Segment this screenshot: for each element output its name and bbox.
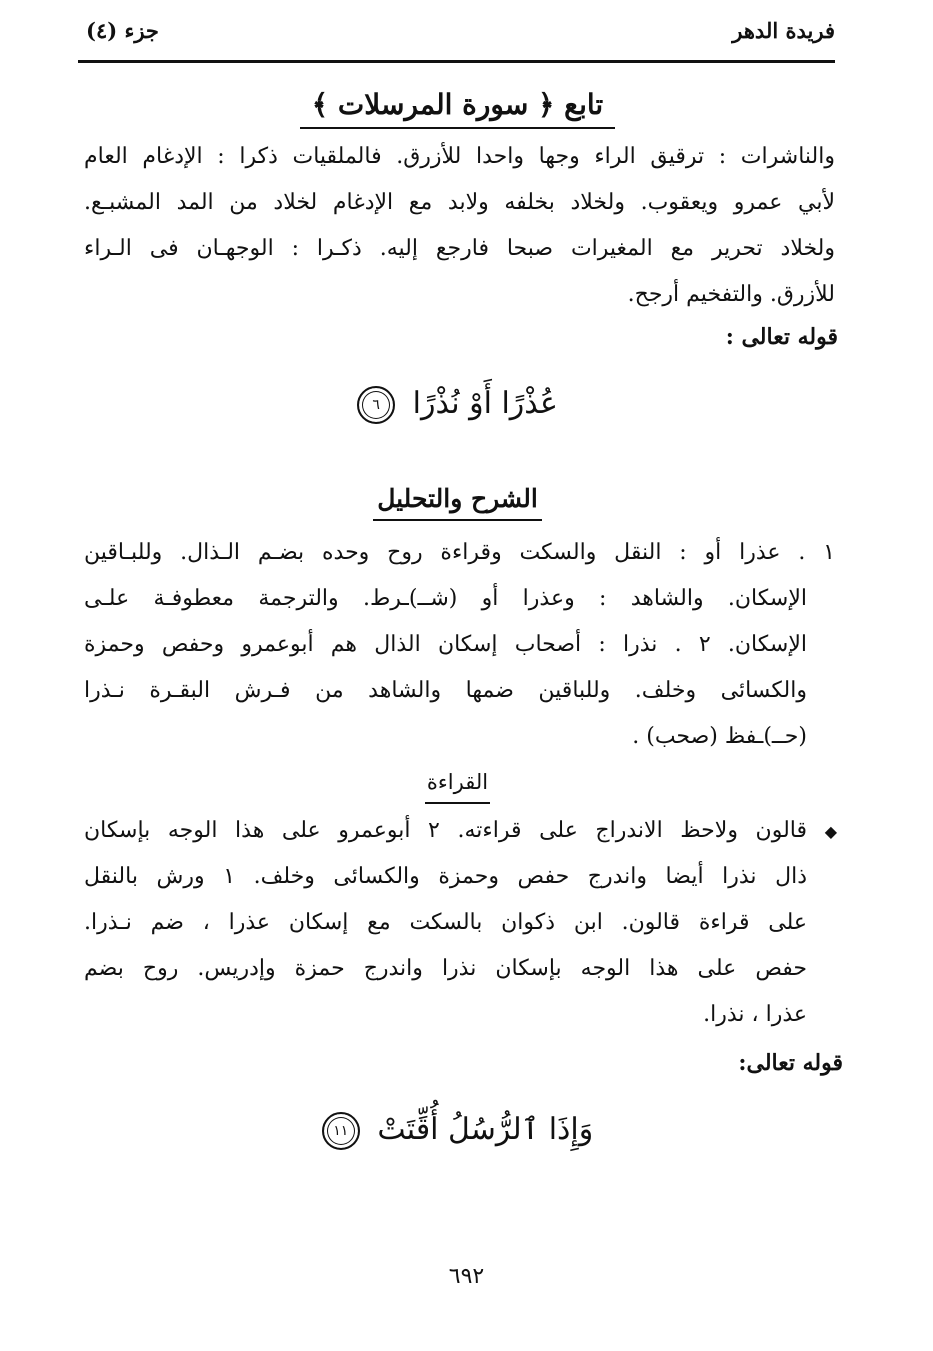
- diamond-bullet-icon: ◆: [824, 822, 837, 841]
- explanation-line: (حــ)ـفظ (صحب) .: [632, 724, 807, 749]
- surah-heading: [80, 88, 835, 121]
- intro-line: ولخلاد تحرير مع المغيرات صبحا فارجع إليه. ذكـرا : الوجهـان فى الـراء: [84, 236, 835, 261]
- intro-line: والناشرات : ترقيق الراء وجها واحدا للأزرق. فالملقيات ذكرا : الإدغام العام: [84, 144, 835, 169]
- explanation-line: والكسائى وخلف. وللباقين ضمها والشاهد من فـرش البقـرة نـذرا: [84, 678, 807, 703]
- reading-line: عذرا ، نذرا.: [703, 1002, 807, 1027]
- reading-line: قالون ولاحظ الاندراج على قراءته. ٢ أبوعمرو على هذا الوجه بإسكان: [84, 818, 807, 843]
- intro-paragraph: [84, 134, 835, 318]
- verse-1: [80, 386, 835, 424]
- verse-2: [80, 1112, 835, 1150]
- ayah-number-marker: ١١: [322, 1112, 360, 1150]
- intro-line: للأزرق. والتفخيم أرجح.: [627, 282, 835, 307]
- reading-line: ذال نذرا أيضا واندرج حفص وحمزة والكسائى وخلف. ١ ورش بالنقل: [84, 864, 807, 889]
- reading-heading: [80, 770, 835, 794]
- book-title: فريدة الدهر: [732, 18, 835, 43]
- qawluhu-label-1: قوله تعالى :: [725, 324, 838, 350]
- qawluhu-label-2: قوله تعالى:: [738, 1050, 843, 1076]
- reading-line: على قراءة قالون. ابن ذكوان بالسكت مع إسكان عذرا ، ضم نـذرا.: [84, 910, 807, 935]
- verse-2-text: وَإِذَا ٱلرُّسُلُ أُقِّتَتْ: [377, 1112, 594, 1147]
- header-rule: [78, 60, 835, 63]
- reading-paragraph: [84, 808, 807, 1038]
- explanation-line: الإسكان. ٢ . نذرا : أصحاب إسكان الذال هم أبوعمرو وحفص وحمزة: [84, 632, 808, 657]
- reading-heading-text: القراءة: [425, 770, 490, 804]
- explanation-line: الإسكان. والشاهد : وعذرا أو (شــ)ـرط. والترجمة معطوفـة علـى: [84, 586, 807, 611]
- intro-line: لأبي عمرو ويعقوب. ولخلاد بخلفه ولابد مع الإدغام لخلاد من المد المشبـع.: [84, 190, 835, 215]
- page-number: ٦٩٢: [448, 1264, 485, 1289]
- explanation-paragraph: [84, 530, 835, 760]
- ayah-number-marker: ٦: [357, 386, 395, 424]
- running-header: [80, 14, 835, 58]
- explanation-line: ١ . عذرا أو : النقل والسكت وقراءة روح وحده بضـم الـذال. وللبـاقين: [84, 540, 835, 565]
- part-label: جزء (٤): [86, 18, 159, 43]
- reading-line: حفص على هذا الوجه بإسكان نذرا واندرج حمزة وإدريس. روح بضم: [84, 956, 807, 981]
- surah-heading-text: تابع ﴿ سورة المرسلات ﴾: [300, 88, 615, 129]
- explanation-heading-text: الشرح والتحليل: [373, 484, 542, 521]
- explanation-heading: [80, 484, 835, 513]
- verse-1-text: عُذْرًا أَوْ نُذْرًا: [412, 386, 558, 421]
